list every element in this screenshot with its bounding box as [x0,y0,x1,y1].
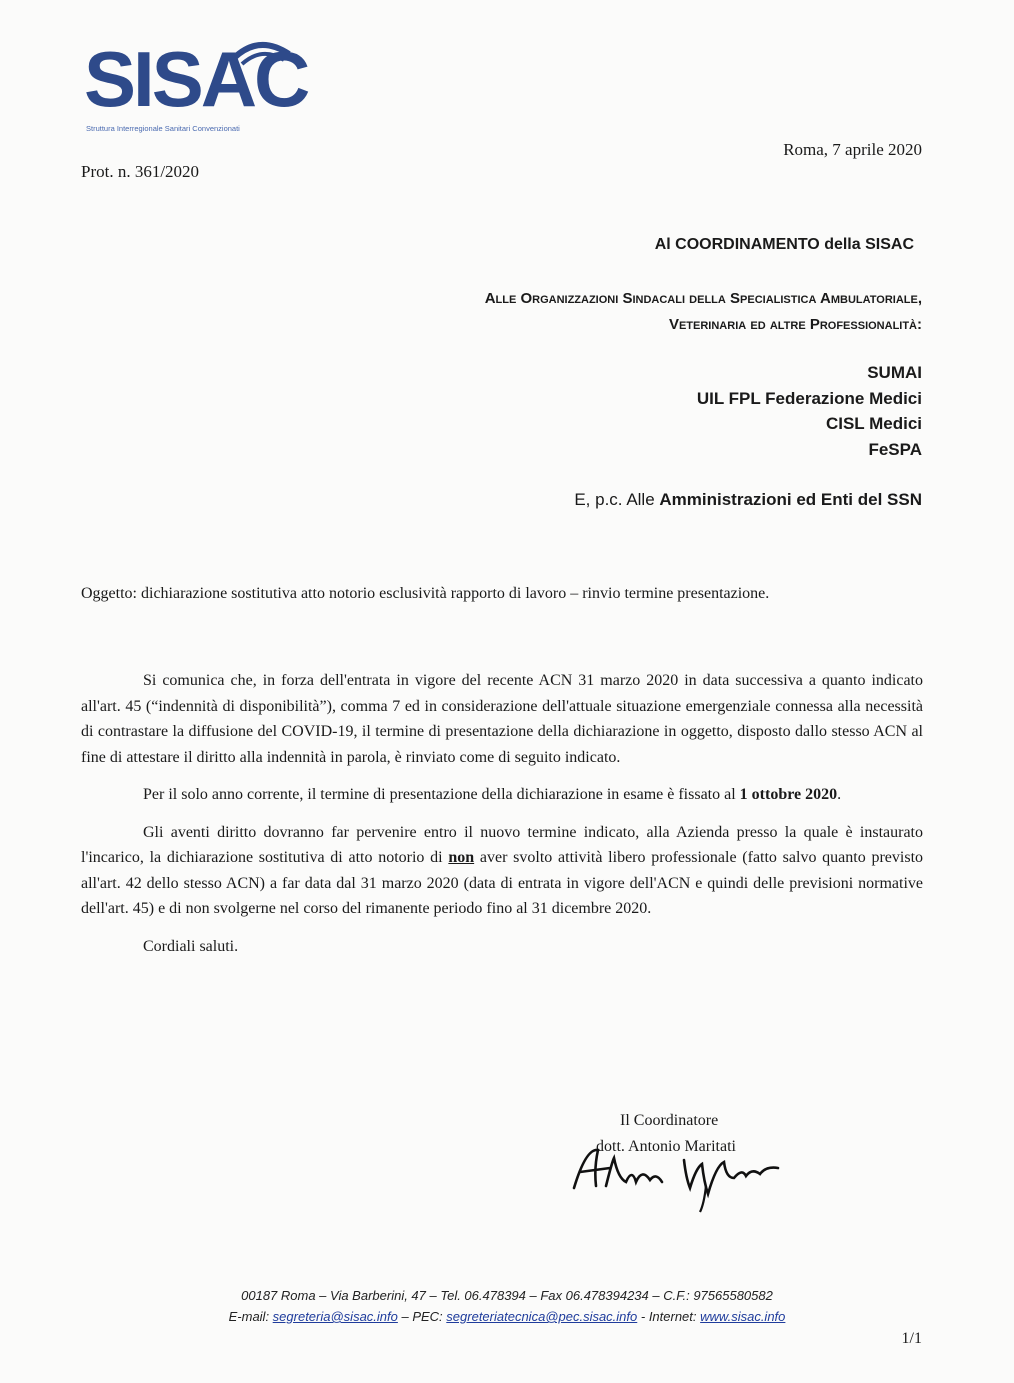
union-item: SUMAI [867,363,922,382]
cc-line [574,490,922,510]
signature-name: dott. Antonio Maritati [596,1138,736,1155]
union-list [697,360,922,462]
footer-contacts [0,1309,1014,1324]
email-label: E-mail: [228,1309,273,1324]
body-paragraph-3 [81,820,923,922]
p3-end: aver svolto attività libero professionale (fatto salvo quanto previsto all'art. 42 dello stesso ACN) a far data dal 31 marzo 2020 (data di entrata in vigore dell'ACN e quindi delle previsioni normative dell'art. 45) e di non svolgerne nel corso del rimanente periodo fino al 31 dicembre 2020. [81,849,924,917]
body-paragraph-1: Si comunica che, in forza dell'entrata in vigore del recente ACN 31 marzo 2020 in data successiva a quanto indicato all'art. 45 (“indennità di disponibilità”), comma 7 ed in considerazione dell'attuale situazione emergenziale connessa alla necessità di contrastare la diffusione del COVID-19, il termine di presentazione della dichiarazione in oggetto, disposto dallo stesso ACN al fine di attestare il diritto alla indennità in parola, è rinviato come di seguito indicato. [81,672,923,766]
union-item: UIL FPL Federazione Medici [696,388,922,408]
protocol-number: Prot. n. 361/2020 [81,162,200,181]
p2-end: . [837,786,842,803]
logo-subtitle: Struttura Interregionale Sanitari Convenzionati [86,124,240,133]
union-item: FeSPA [868,439,922,459]
addressee-unions-line1: Alle Organizzazioni Sindacali della Specialistica Ambulatoriale, [484,290,922,307]
logo-text: SISAC [84,35,308,123]
page-number: 1/1 [901,1330,922,1347]
p2-text: Per il solo anno corrente, il termine di presentazione della dichiarazione in esame è fissato al [143,786,740,803]
addressee-coordination: Al COORDINAMENTO della SISAC [654,236,914,253]
internet-label: - Internet: [637,1309,701,1324]
email-link[interactable]: segreteria@sisac.info [272,1309,398,1324]
letter-body [81,668,923,959]
letter-date: Roma, 7 aprile 2020 [783,140,922,159]
closing: Cordiali saluti. [143,937,239,955]
cc-prefix: E, p.c. Alle [574,490,660,509]
pec-link[interactable]: segreteriatecnica@pec.sisac.info [446,1309,638,1324]
p3-text: Gli aventi diritto dovranno far pervenire entro il nuovo termine indicato, alla Azienda presso la quale è instaurato l'incarico, la dichiarazione sostitutiva di atto notorio di [81,823,923,866]
deadline-date: 1 ottobre 2020 [739,786,838,803]
union-item: CISL Medici [825,414,922,433]
cc-target: Amministrazioni ed Enti del SSN [659,490,922,509]
addressee-unions-line2: Veterinaria ed altre Professionalità: [668,316,922,333]
p3-emphasis: non [448,849,475,866]
pec-label: – PEC: [397,1309,447,1324]
subject-line: Oggetto: dichiarazione sostitutiva atto notorio esclusività rapporto di lavoro – rinvio termine presentazione. [81,585,770,602]
footer-address: 00187 Roma – Via Barberini, 47 – Tel. 06.478394 – Fax 06.478394234 – C.F.: 97565580582 [241,1288,773,1303]
addressee-unions [485,286,922,338]
body-paragraph-2 [81,782,923,808]
signature-role: Il Coordinatore [620,1112,719,1129]
sisac-logo [84,36,324,140]
website-link[interactable]: www.sisac.info [700,1309,786,1324]
handwritten-signature-icon [566,1138,796,1218]
